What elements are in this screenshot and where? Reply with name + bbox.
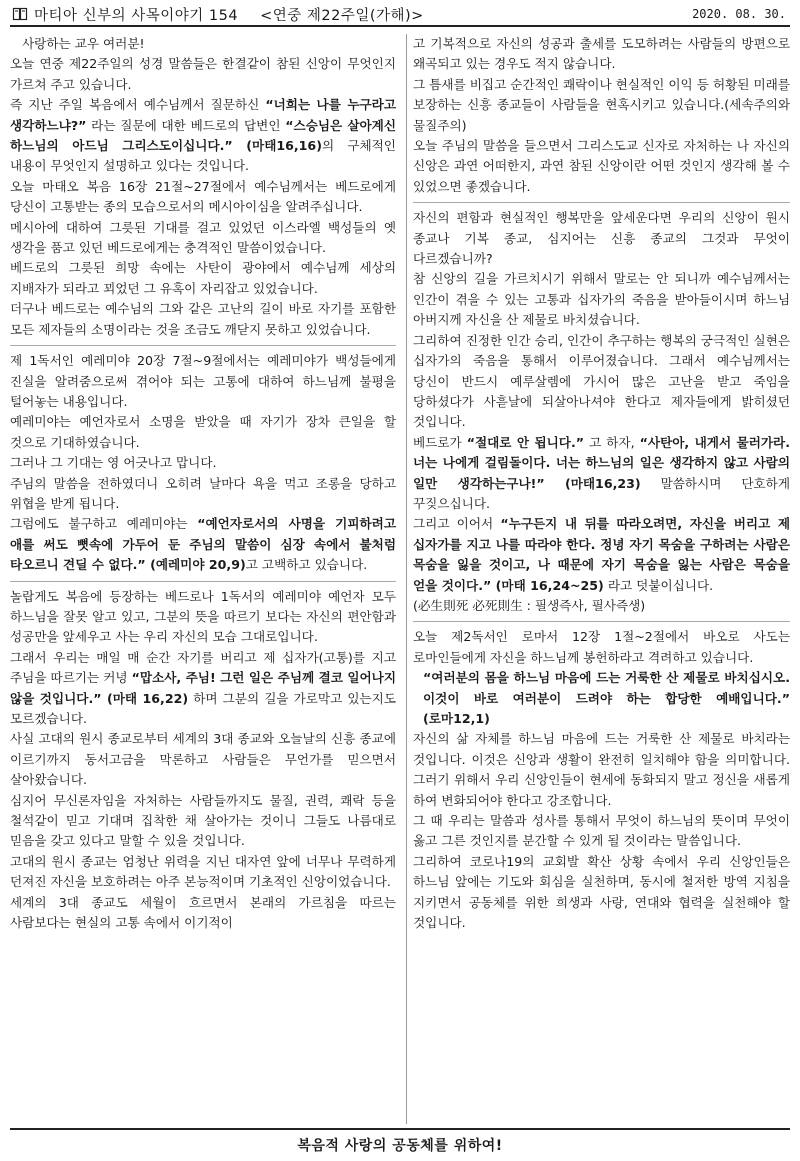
section-reflection [10,581,396,934]
paragraph: 그러나 그 기대는 영 어긋나고 맙니다. [10,455,217,471]
scripture-quote: “맙소사, 주님! 그런 일은 주님께 결코 일어나지 않을 것입니다.” (마태 16,22) [10,670,397,706]
right-column [406,34,790,1124]
paragraph: 예레미야는 예언자로서 소명을 받았을 때 자기가 장차 큰일을 할 것으로 기대하였습니다. [10,414,396,450]
paragraph: 그 때 우리는 말씀과 성사를 통해서 무엇이 하느님의 뜻이며 무엇이 옳고 그른 것인지를 분간할 수 있게 될 것이라는 말씀입니다. [413,813,790,849]
paragraph: 그럼에도 불구하고 예레미야는 “예언자로서의 사명을 기피하려고 애를 써도 뼛속에 가두어 둔 주님의 말씀이 심장 속에서 불처럼 타오르니 견딜 수 없다.” (예레미야 20,9)고 고백하고 있습니다. [10,516,396,573]
paragraph: 그리고 이어서 “누구든지 내 뒤를 따라오려면, 자신을 버리고 제 십자가를 지고 나를 따라야 한다. 정녕 자기 목숨을 구하려는 사람은 목숨을 잃을 것이고, 나 때문에 자기 목숨을 잃는 사람은 목숨을 얻을 것이다.” (마태 16,24~25) 라고 덧붙이십니다. [413,516,790,593]
paragraph: 사실 고대의 원시 종교로부터 세계의 3대 종교와 오늘날의 신흥 종교에 이르기까지 동서고금을 막론하고 사람들은 무언가를 믿으면서 살아왔습니다. [10,731,396,788]
paragraph: 그리하여 코로나19의 교회발 확산 상황 속에서 우리 신앙인들은 하느님 앞에는 기도와 회심을 실천하며, 동시에 철저한 방역 지침을 지키면서 공동체를 위한 희생과 사랑, 연대와 협력을 실천해야 할 것입니다. [413,853,790,931]
paragraph: 세계의 3대 종교도 세월이 흐르면서 본래의 가르침을 따르는 사람보다는 현실의 고통 속에서 이기적이 [10,894,396,931]
scripture-quote: “누구든지 내 뒤를 따라오려면, 자신을 버리고 제 십자가를 지고 나를 따라야 한다. 정녕 자기 목숨을 구하려는 사람은 목숨을 잃을 것이고, 나 때문에 자기 목숨을 잃는 사람은 목숨을 얻을 것이다.” (마태 16,24~25) [413,516,790,593]
liturgical-day: <연중 제22주일(가해)> [260,7,424,24]
paragraph: 자신의 삶 자체를 하느님 마음에 드는 거룩한 산 제물로 바치라는 것입니다. 이것은 신앙과 생활이 완전히 일치해야 함을 의미합니다. 그러기 위해서 우리 신앙인들이 현세에 동화되지 말고 정신을 새롭게 하여 변화되어야 한다고 강조합니다. [413,731,790,808]
paragraph: 그래서 우리는 매일 매 순간 자기를 버리고 제 십자가(고통)를 지고 주님을 따르기는 커녕 “맙소사, 주님! 그런 일은 주님께 결코 일어나지 않을 것입니다.” (마태 16,22) 하며 그분의 길을 가로막고 있는지도 모르겠습니다. [10,649,397,726]
proverb: (必生則死 必死則生 : 필생즉사, 필사즉생) [413,597,646,613]
section-true-faith [413,202,790,616]
article-body [10,34,790,1124]
paragraph: 오늘 주님의 말씀을 들으면서 그리스도교 신자로 자처하는 나 자신의 신앙은 과연 어떠한지, 과연 참된 신앙이란 어떤 것인지 생각해 볼 수 있었으면 좋겠습니다. [413,138,790,194]
issue-date: 2020. 08. 30. [692,7,786,21]
scripture-quote: “스승님은 살아계신 하느님의 아드님 그리스도이십니다.” (마태16,16) [10,117,396,154]
paragraph: 그리하여 진정한 인간 승리, 인간이 추구하는 행복의 궁극적인 실현은 십자가의 죽음을 통해서 이루어졌습니다. 그래서 예수님께서는 당신이 반드시 예루살렘에 가시어 많은 고난을 받고 죽임을 당하셨다가 사흗날에 되살아나셔야 한다고 제자들에게 밝히셨던 것입니다. [413,332,790,430]
series-title: 마티아 신부의 사목이야기 154 [34,7,239,24]
paragraph: 오늘 연중 제22주일의 성경 말씀들은 한결같이 참된 신앙이 무엇인지 가르쳐 주고 있습니다. [10,56,396,92]
footer-motto: 복음적 사랑의 공동체를 위하여! [297,1138,503,1154]
paragraph: 심지어 무신론자임을 자처하는 사람들까지도 물질, 권력, 쾌락 등을 철석같이 믿고 기대며 집착한 채 살아가는 것이니 그들도 나름대로 믿음을 갖고 있다고 말할 수 있을 것입니다. [10,792,396,849]
paragraph: 오늘 마태오 복음 16장 21절~27절에서 예수님께서는 베드로에게 당신이 고통받는 종의 모습으로서의 메시아이심을 알려주십니다. [10,178,396,215]
paragraph: 참 신앙의 길을 가르치시기 위해서 말로는 안 되니까 예수님께서는 인간이 겪을 수 있는 고통과 십자가의 죽음을 받아들이시며 하느님 아버지께 자신을 산 제물로 바치셨습니다. [413,271,790,328]
paragraph: 고 기복적으로 자신의 성공과 출세를 도모하려는 사람들의 방편으로 왜곡되고 있는 경우도 적지 않습니다. [413,36,790,72]
left-column [10,34,400,1124]
paragraph: 자신의 편함과 현실적인 행복만을 앞세운다면 우리의 신앙이 원시 종교나 기복 종교, 심지어는 신흥 종교의 그것과 무엇이 다르겠습니까? [413,210,790,267]
footer-divider [10,1128,790,1130]
paragraph: 베드로가 “절대로 안 됩니다.” 고 하자, “사탄아, 내게서 물러가라. 너는 나에게 걸림돌이다. 너는 하느님의 일은 생각하지 않고 사람의 일만 생각하는구나!” (마태16,23) 말씀하시며 단호하게 꾸짖으십니다. [413,434,790,511]
paragraph: 고대의 원시 종교는 엄청난 위력을 지닌 대자연 앞에 너무나 무력하게 던져진 자신을 보호하려는 아주 본능적이며 기초적인 신앙이었습니다. [10,853,396,890]
scripture-quote: “절대로 안 됩니다.” [466,434,585,450]
paragraph: 주님의 말씀을 전하였더니 오히려 날마다 욕을 먹고 조롱을 당하고 위협을 받게 됩니다. [10,475,396,511]
section-first-reading [10,345,396,575]
scripture-quote: “여러분의 몸을 하느님 마음에 드는 거룩한 산 제물로 바치십시오. 이것이 바로 여러분이 드려야 하는 합당한 예배입니다.” (로마12,1) [423,670,790,726]
paragraph: 베드로의 그릇된 희망 속에는 사탄이 광야에서 예수님께 세상의 지배자가 되라고 꾀었던 그 유혹이 자리잡고 있었습니다. [10,260,396,296]
greeting: 사랑하는 교우 여러분! [22,36,145,51]
paragraph: 메시아에 대하여 그릇된 기대를 걸고 있었던 이스라엘 백성들의 옛 생각을 품고 있던 베드로에게는 충격적인 말씀이었습니다. [10,219,396,256]
paragraph: 놀랍게도 복음에 등장하는 베드로나 1독서의 예레미야 예언자 모두 하느님을 잘못 알고 있고, 그분의 뜻을 따르기 보다는 자신의 편안함과 성공만을 앞세우고 사는 우리 자신의 모습 그대로입니다. [10,588,396,645]
paragraph: 오늘 제2독서인 로마서 12장 1절~2절에서 바오로 사도는 로마인들에게 자신을 하느님께 봉헌하라고 격려하고 있습니다. [413,629,790,665]
page-header [10,3,790,27]
scripture-quote: “사탄아, 내게서 물러가라. 너는 나에게 걸림돌이다. 너는 하느님의 일은 생각하지 않고 사람의 일만 생각하는구나!” (마태16,23) [413,434,790,491]
scripture-quote: “예언자로서의 사명을 기피하려고 애를 써도 뼛속에 가두어 둔 주님의 말씀이 심장 속에서 불처럼 타오르니 견딜 수 없다.” (예레미야 20,9) [10,516,396,573]
book-icon [12,6,28,22]
paragraph: 즉 지난 주일 복음에서 예수님께서 질문하신 “너희는 나를 누구라고 생각하느냐?” 라는 질문에 대한 베드로의 답변인 “스승님은 살아계신 하느님의 아드님 그리스도이십니다.” (마태16,16)의 구체적인 내용이 무엇인지 설명하고 있다는 것입니다. [10,97,396,174]
paragraph: 제 1독서인 예레미야 20장 7절~9절에서는 예레미야가 백성들에게 진실을 알려줌으로써 겪어야 되는 고통에 대하여 하느님께 불평을 털어놓는 내용입니다. [10,353,396,409]
scripture-quote: “너희는 나를 누구라고 생각하느냐?” [10,97,396,133]
section-second-reading [413,621,790,933]
paragraph: 그 틈새를 비집고 순간적인 쾌락이나 현실적인 이익 등 허황된 미래를 보장하는 신흥 종교들이 사람들을 현혹시키고 있습니다.(세속주의와 물질주의) [413,76,790,133]
paragraph: 더구나 베드로는 예수님의 그와 같은 고난의 길이 바로 자기를 포함한 모든 제자들의 소명이라는 것을 조금도 깨닫지 못하고 있었습니다. [10,301,396,337]
